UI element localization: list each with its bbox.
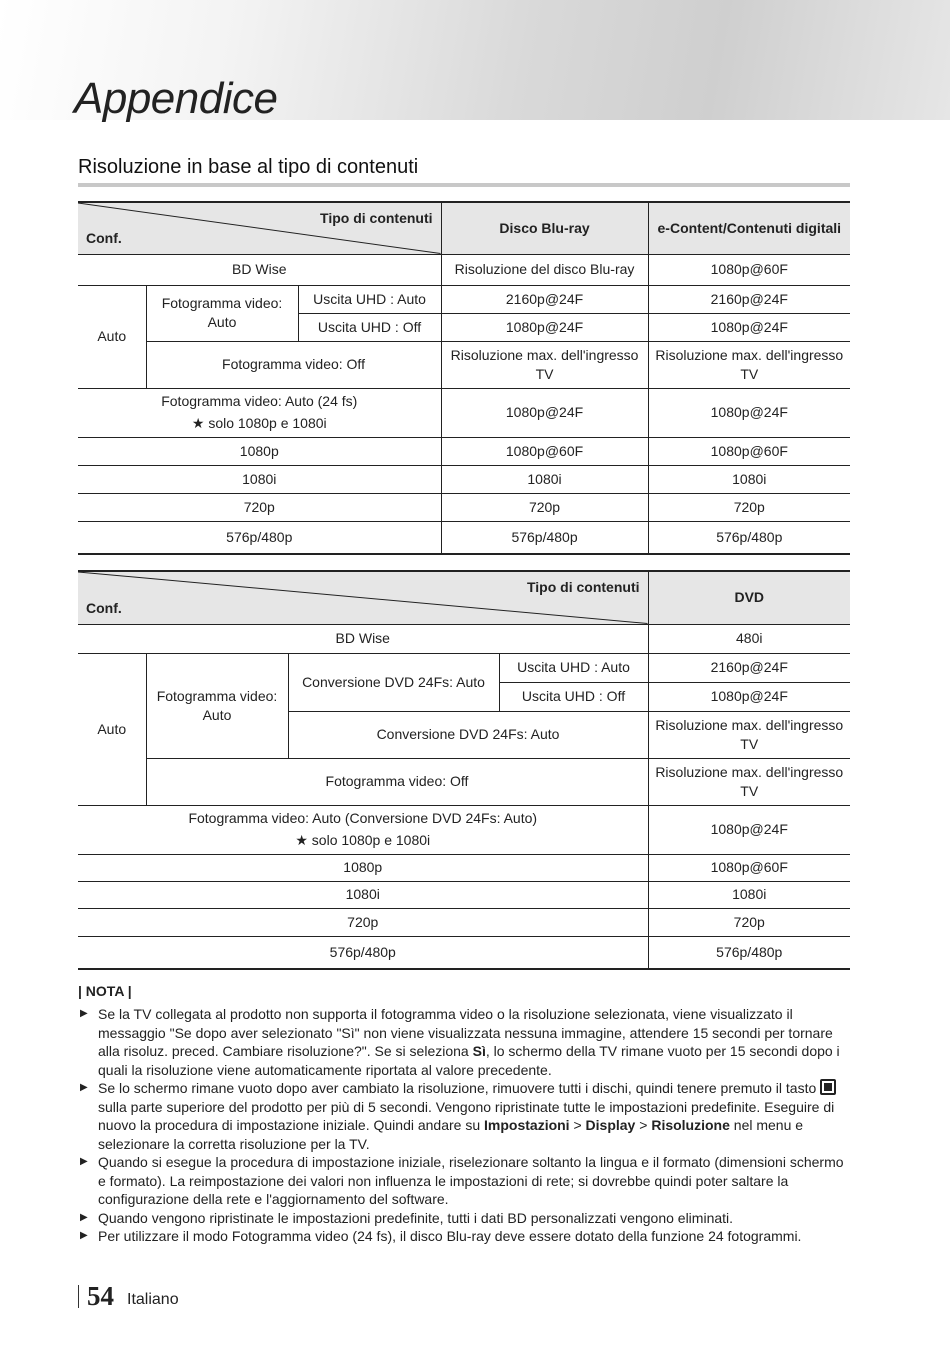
content-type-label: Tipo di contenuti xyxy=(526,579,640,595)
list-item xyxy=(78,1209,850,1228)
cell-value: Risoluzione max. dell'ingresso TV xyxy=(648,711,850,758)
cell-value: 1080p@60F xyxy=(648,854,850,881)
section-title: Risoluzione in base al tipo di contenuti xyxy=(78,156,419,178)
note-emphasis: Sì xyxy=(472,1043,486,1059)
table-row xyxy=(78,653,850,682)
table-row xyxy=(78,521,850,554)
resolution-table-dvd xyxy=(78,570,850,970)
header-corner-cell xyxy=(78,571,648,624)
cell-value: 576p/480p xyxy=(441,521,648,554)
row-label: 720p xyxy=(78,493,441,521)
row-label-note: ★ solo 1080p e 1080i xyxy=(191,415,327,431)
cell-value: Risoluzione max. dell'ingresso TV xyxy=(648,758,850,805)
row-label: Fotogramma video: Off xyxy=(146,758,648,805)
bullet-arrow-icon: ▶ xyxy=(80,1230,88,1241)
row-label: 720p xyxy=(78,908,648,936)
table-row xyxy=(78,881,850,908)
cell-value: 2160p@24F xyxy=(441,285,648,313)
table-row xyxy=(78,624,850,653)
table-row xyxy=(78,758,850,805)
row-label: Uscita UHD : Off xyxy=(499,682,648,711)
note-text: Per utilizzare il modo Fotogramma video (24 fs), il disco Blu-ray deve essere dotato della funzione 24 fotogrammi. xyxy=(98,1228,802,1244)
table-header-row xyxy=(78,571,850,624)
row-label: 576p/480p xyxy=(78,936,648,969)
row-label: Conversione DVD 24Fs: Auto xyxy=(288,653,499,711)
table-row xyxy=(78,285,850,313)
cell-value: 576p/480p xyxy=(648,521,850,554)
row-label xyxy=(78,388,441,437)
note-text: Se la TV collegata al prodotto non supporta il fotogramma video o la risoluzione selezionata, viene visualizzato il messaggio "Se dopo aver selezionato "Sì" non viene visualizzata nessuna immagine, attendere 15 secondi per tornare alla risoluz. preced. Cambiare risoluzione?". Se si seleziona xyxy=(98,1006,833,1059)
stop-key-icon xyxy=(820,1079,836,1095)
table-row xyxy=(78,254,850,285)
cell-value: 1080p@60F xyxy=(648,437,850,465)
content-type-label: Tipo di contenuti xyxy=(320,210,433,226)
cell-value: 2160p@24F xyxy=(648,285,850,313)
cell-value: 2160p@24F xyxy=(648,653,850,682)
cell-value: 1080p@60F xyxy=(648,254,850,285)
row-label-auto: Auto xyxy=(78,285,146,388)
bullet-arrow-icon: ▶ xyxy=(80,1211,88,1223)
cell-value: 1080p@24F xyxy=(441,313,648,341)
cell-value: Risoluzione max. dell'ingresso TV xyxy=(441,341,648,388)
row-label: Uscita UHD : Auto xyxy=(298,285,441,313)
column-header-dvd: DVD xyxy=(648,571,850,624)
table-row xyxy=(78,437,850,465)
row-label-note: ★ solo 1080p e 1080i xyxy=(295,832,431,848)
row-label: BD Wise xyxy=(78,254,441,285)
row-label: Fotogramma video: Auto xyxy=(146,653,288,758)
page-title: Appendice xyxy=(74,74,278,123)
cell-value: 720p xyxy=(441,493,648,521)
list-item xyxy=(78,1227,850,1246)
page-number: 54 xyxy=(87,1281,114,1311)
menu-path-item: Impostazioni xyxy=(484,1117,570,1133)
footer-divider xyxy=(78,1285,79,1308)
bullet-arrow-icon: ▶ xyxy=(80,1156,88,1167)
bullet-arrow-icon: ▶ xyxy=(80,1082,88,1093)
note-text: Quando si esegue la procedura di impostazione iniziale, riselezionare soltanto la lingua e il formato (dimensioni schermo e formato). La reimpostazione dei valori non influenza le impostazioni di rete; si dovrebbe quindi poter saltare la configurazione della rete e l'aggiornamento del software. xyxy=(98,1154,844,1207)
cell-value: 720p xyxy=(648,493,850,521)
cell-value: 1080i xyxy=(648,881,850,908)
row-label-main: Fotogramma video: Auto (Conversione DVD 24Fs: Auto) xyxy=(188,810,538,826)
cell-value: Risoluzione del disco Blu-ray xyxy=(441,254,648,285)
list-item xyxy=(78,1079,850,1153)
nota-heading: | NOTA | xyxy=(78,983,132,999)
cell-value: 1080p@24F xyxy=(441,388,648,437)
menu-path-item: Risoluzione xyxy=(651,1117,730,1133)
row-label: Uscita UHD : Off xyxy=(298,313,441,341)
nota-list xyxy=(78,1005,850,1246)
row-label-main: Fotogramma video: Auto (24 fs) xyxy=(161,393,358,409)
conf-label: Conf. xyxy=(86,599,122,616)
row-label xyxy=(78,805,648,854)
menu-path-separator: > xyxy=(635,1117,652,1133)
row-label: 1080p xyxy=(78,854,648,881)
table-row xyxy=(78,805,850,854)
row-label: Conversione DVD 24Fs: Auto xyxy=(288,711,648,758)
row-label: 1080p xyxy=(78,437,441,465)
cell-value: Risoluzione max. dell'ingresso TV xyxy=(648,341,850,388)
table-row xyxy=(78,388,850,437)
table-row xyxy=(78,465,850,493)
list-item xyxy=(78,1005,850,1079)
header-corner-cell xyxy=(78,202,441,254)
list-item xyxy=(78,1153,850,1209)
cell-value: 720p xyxy=(648,908,850,936)
row-label: Uscita UHD : Auto xyxy=(499,653,648,682)
conf-label: Conf. xyxy=(86,229,122,246)
note-text: sulla parte superiore del prodotto per più di 5 secondi. Vengono ripristinate tutte le impostazioni predefinite. Eseguire di nuovo la procedura di impostazione iniziale. Quindi andare su xyxy=(98,1098,835,1133)
bullet-arrow-icon: ▶ xyxy=(80,1008,88,1019)
note-text: Quando vengono ripristinate le impostazioni predefinite, tutti i dati BD personalizzati vengono eliminati. xyxy=(98,1209,734,1226)
table-header-row xyxy=(78,202,850,254)
row-label: BD Wise xyxy=(78,624,648,653)
footer-language: Italiano xyxy=(127,1291,179,1308)
row-label: Fotogramma video: Auto xyxy=(146,285,298,341)
column-header-bluray: Disco Blu-ray xyxy=(441,202,648,254)
cell-value: 1080p@24F xyxy=(648,388,850,437)
cell-value: 1080p@24F xyxy=(648,805,850,854)
menu-path-separator: > xyxy=(569,1117,586,1133)
menu-path-item: Display xyxy=(585,1117,636,1133)
column-header-econtent: e-Content/Contenuti digitali xyxy=(648,202,850,254)
table-row xyxy=(78,936,850,969)
cell-value: 1080i xyxy=(648,465,850,493)
cell-value: 1080i xyxy=(441,465,648,493)
section-divider xyxy=(78,183,850,187)
cell-value: 1080p@60F xyxy=(441,437,648,465)
cell-value: 1080p@24F xyxy=(648,313,850,341)
table-row xyxy=(78,493,850,521)
cell-value: 576p/480p xyxy=(648,936,850,969)
row-label: 1080i xyxy=(78,465,441,493)
cell-value: 480i xyxy=(648,624,850,653)
table-row xyxy=(78,908,850,936)
note-text: , lo schermo della TV rimane vuoto per 15 secondi dopo i quali la risoluzione viene automaticamente riportata al valore precedente. xyxy=(98,1043,840,1078)
row-label: 576p/480p xyxy=(78,521,441,554)
row-label: Fotogramma video: Off xyxy=(146,341,441,388)
note-text: Se lo schermo rimane vuoto dopo aver cambiato la risoluzione, rimuovere tutti i dischi, quindi tenere premuto il tasto xyxy=(98,1080,817,1096)
note-text: nel menu e selezionare la corretta risoluzione per la TV. xyxy=(98,1117,804,1152)
resolution-table-bluray xyxy=(78,201,850,555)
row-label: 1080i xyxy=(78,881,648,908)
table-row xyxy=(78,854,850,881)
cell-value: 1080p@24F xyxy=(648,682,850,711)
table-row xyxy=(78,341,850,388)
row-label-auto: Auto xyxy=(78,653,146,805)
